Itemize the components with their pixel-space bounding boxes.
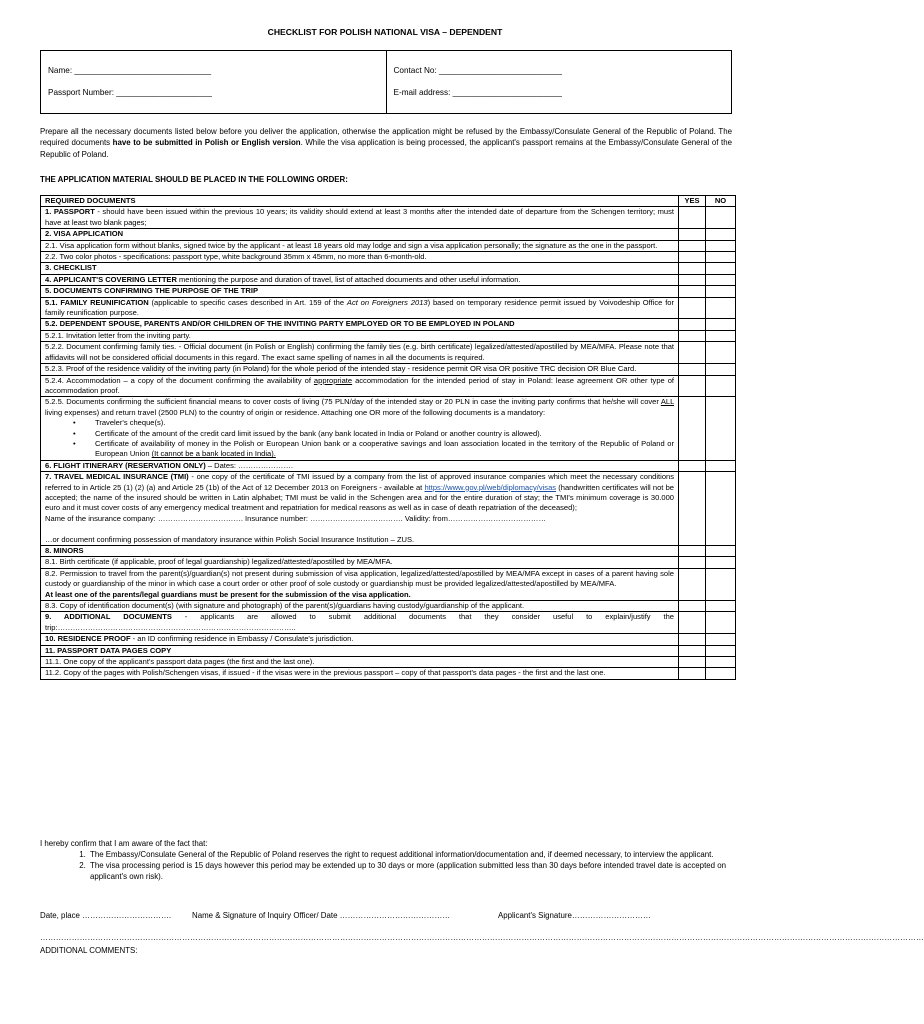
row-purpose-documents: 5. DOCUMENTS CONFIRMING THE PURPOSE OF THE TRIP	[41, 286, 679, 297]
applicant-info-box	[40, 50, 732, 114]
table-header-row	[41, 196, 736, 207]
row-visa-application: 2. VISA APPLICATION	[41, 229, 679, 240]
email-field: E-mail address: ________________________	[393, 88, 562, 97]
confirmation-section	[40, 838, 732, 882]
applicant-signature-field: Applicant's Signature…………………………	[498, 911, 651, 920]
no-cell[interactable]	[706, 612, 736, 634]
list-item-underlined: (It cannot be a bank located in India).	[151, 449, 276, 459]
table-row	[41, 274, 736, 285]
row-family-reunification	[41, 297, 679, 319]
no-cell[interactable]	[706, 668, 736, 679]
no-cell[interactable]	[706, 252, 736, 263]
row-dependent-family: 5.2. DEPENDENT SPOUSE, PARENTS AND/OR CHILDREN OF THE INVITING PARTY EMPLOYED OR TO BE EMPLOYED IN POLAND	[41, 319, 679, 330]
confirmation-intro: I hereby confirm that I am aware of the fact that:	[40, 839, 208, 848]
row-residence-validity: 5.2.3. Proof of the residence validity of the inviting party (in Poland) for the whole period of the intended stay - residence permit OR visa OR positive TRC decision OR Blue Card.	[41, 364, 679, 375]
dotted-line: …………………………………………………………………………………………………………………………………………………………………………………………………………………………………………………………………………………………………………	[40, 933, 924, 942]
row-title: 1. PASSPORT	[45, 207, 95, 217]
no-cell[interactable]	[706, 601, 736, 612]
table-row	[41, 286, 736, 297]
list-item-text: Certificate of availability of money in the Polish or European Union bank or a cooperative savings and loan association located in the territory of the Republic of Poland or European Union	[95, 438, 674, 459]
yes-cell[interactable]	[679, 568, 706, 600]
row-text: 5.2.5. Documents confirming the sufficient financial means to cover costs of living (75 PLN/day of the intended stay or 20 PLN in case the inviting party confirms that he/she will cover	[45, 397, 661, 407]
no-cell[interactable]	[706, 274, 736, 285]
table-row	[41, 645, 736, 656]
yes-cell[interactable]	[679, 274, 706, 285]
intro-text: Prepare all the necessary documents listed below before you deliver the application, otherwise the application might be refused by the Embassy/Consulate General of the Republic of Poland. The required documents	[40, 127, 732, 148]
row-text: - an ID confirming residence in Embassy / Consulate's jurisdiction.	[130, 634, 354, 644]
row-title: 5.1. FAMILY REUNIFICATION	[45, 297, 149, 307]
no-cell[interactable]	[706, 330, 736, 341]
yes-cell[interactable]	[679, 397, 706, 460]
table-row	[41, 364, 736, 375]
table-row	[41, 397, 736, 460]
no-cell[interactable]	[706, 568, 736, 600]
no-cell[interactable]	[706, 364, 736, 375]
table-row	[41, 252, 736, 263]
insurance-fields: Name of the insurance company: ……………………………. Insurance number: ………………………………. Validity: from…………………………………	[45, 513, 546, 523]
yes-cell[interactable]	[679, 460, 706, 471]
row-flight-itinerary	[41, 460, 679, 471]
contact-no-field: Contact No: ___________________________	[393, 66, 562, 75]
col-header-no: NO	[706, 196, 736, 207]
table-row	[41, 330, 736, 341]
no-cell[interactable]	[706, 375, 736, 397]
row-underlined-text: ALL	[660, 397, 674, 407]
table-row	[41, 472, 736, 546]
row-identification: 8.3. Copy of identification document(s) (with signature and photograph) of the parent(s)/guardians having custody/guardianship of the applicant.	[41, 601, 679, 612]
yes-cell[interactable]	[679, 207, 706, 229]
row-text: …or document confirming possession of mandatory insurance within Polish Social Insurance Institution – ZUS.	[45, 534, 415, 544]
yes-cell[interactable]	[679, 472, 706, 546]
list-item: 1. The Embassy/Consulate General of the Republic of Poland reserves the right to request additional information/documentation and, if deemed necessary, to interview the applicant.	[88, 849, 732, 860]
yes-cell[interactable]	[679, 634, 706, 645]
row-text: accommodation for the intended period of stay in Poland: lease agreement OR other type of accommodation proof.	[45, 375, 674, 395]
row-text: mentioning the purpose and duration of travel, list of attached documents and other useful information.	[176, 274, 521, 284]
col-header-yes: YES	[679, 196, 706, 207]
row-photos: 2.2. Two color photos - specifications: passport type, white background 35mm x 45mm, no more than 6-month-old.	[41, 252, 679, 263]
intro-text-end: . While the visa application is being processed, the applicant's passport remains at the Embassy/Consulate General of the Republic of Poland.	[40, 138, 732, 159]
row-checklist: 3. CHECKLIST	[41, 263, 679, 274]
table-row	[41, 557, 736, 568]
row-text: - should have been issued within the previous 10 years; its validity should extend at least 3 months after the intended date of departure from the Schengen territory; must have at least two blank pages;	[45, 207, 674, 227]
row-covering-letter	[41, 274, 679, 285]
yes-cell[interactable]	[679, 364, 706, 375]
date-place-field: Date, place …………………………….	[40, 911, 172, 920]
table-row	[41, 634, 736, 645]
yes-cell[interactable]	[679, 557, 706, 568]
row-passport-pages: 11. PASSPORT DATA PAGES COPY	[41, 645, 679, 656]
row-data-pages-copy: 11.1. One copy of the applicant's passport data pages (the first and the last one).	[41, 657, 679, 668]
row-invitation-letter: 5.2.1. Invitation letter from the inviting party.	[41, 330, 679, 341]
yes-cell[interactable]	[679, 319, 706, 330]
confirmation-list	[40, 849, 732, 882]
additional-comments-label: ADDITIONAL COMMENTS:	[40, 946, 138, 955]
row-residence-proof	[41, 634, 679, 645]
yes-cell[interactable]	[679, 342, 706, 364]
yes-cell[interactable]	[679, 612, 706, 634]
row-additional-documents	[41, 612, 679, 634]
table-row	[41, 240, 736, 251]
table-row	[41, 568, 736, 600]
row-italic-text: Act on Foreigners 2013	[346, 297, 428, 307]
yes-cell[interactable]	[679, 297, 706, 319]
no-cell[interactable]	[706, 645, 736, 656]
table-row	[41, 668, 736, 679]
row-visa-form: 2.1. Visa application form without blanks, signed twice by the applicant - at least 18 years old may lodge and sign a visa application personally; the signature as the one in the passport.	[41, 240, 679, 251]
intro-bold-text: have to be submitted in Polish or English version	[112, 138, 301, 148]
row-title: 10. RESIDENCE PROOF	[45, 634, 131, 644]
yes-cell[interactable]	[679, 668, 706, 679]
list-item: • Certificate of the amount of the credit card limit issued by the bank (any bank located in India or Poland or another country is allowed).	[95, 429, 674, 439]
list-item: 2. The visa processing period is 15 days however this period may be extended up to 30 days or more (application submitted less than 30 days before intended travel date is accepted on applicant's own risk).	[88, 860, 732, 882]
row-text: ) based on temporary residence permit issued by Voivodeship Office for family reunification purpose.	[45, 297, 675, 318]
row-text: 8.2. Permission to travel from the parent(s)/guardian(s) not present during submission of visa application, legalized/attested/apostilled by MEA/MFA except in cases of a parent having sole custody or guardianship of the minor in which case a court order or other proof of sole custody or guardianship must be provided legalized/attested/apostilled by MEA/MFA.	[45, 568, 674, 589]
visas-link[interactable]: https://www.gov.pl/web/diplomacy/visas	[424, 482, 557, 492]
no-cell[interactable]	[706, 546, 736, 557]
info-right-column	[386, 51, 732, 113]
yes-cell[interactable]	[679, 645, 706, 656]
yes-cell[interactable]	[679, 286, 706, 297]
table-row	[41, 229, 736, 240]
table-row	[41, 601, 736, 612]
officer-signature-field: Name & Signature of Inquiry Officer/ Date ……………………………………	[192, 911, 451, 920]
list-item	[95, 439, 674, 460]
no-cell[interactable]	[706, 557, 736, 568]
row-underlined-text: appropriate	[313, 375, 353, 385]
row-title: 9. ADDITIONAL DOCUMENTS	[45, 612, 172, 622]
table-row	[41, 297, 736, 319]
no-cell[interactable]	[706, 297, 736, 319]
no-cell[interactable]	[706, 472, 736, 546]
yes-cell[interactable]	[679, 240, 706, 251]
row-text: 5.2.4. Accommodation – a copy of the document confirming the availability of	[45, 375, 314, 385]
row-text: – Dates: ………………….	[205, 460, 293, 470]
table-row	[41, 375, 736, 397]
table-row	[41, 319, 736, 330]
yes-cell[interactable]	[679, 229, 706, 240]
yes-cell[interactable]	[679, 657, 706, 668]
table-row	[41, 207, 736, 229]
list-item: • Traveler's cheque(s).	[95, 418, 674, 428]
no-cell[interactable]	[706, 229, 736, 240]
row-financial-means	[41, 397, 679, 460]
table-row	[41, 612, 736, 634]
financial-means-list	[45, 418, 674, 460]
row-text: (handwritten certificates will not be accepted; the name of the insured should be written in Latin alphabet; TMI must be valid in the Schengen area and for the entire duration of stay; the TMI's minimum coverage is 30.000 euro and it must cover costs of any emergency medical treatment and repatriation for medical reasons as well as in case of death repatriation of the deceased);	[45, 482, 674, 513]
no-cell[interactable]	[706, 460, 736, 471]
row-visa-pages-copy: 11.2. Copy of the pages with Polish/Schengen visas, if issued - if the visas were in the previous passport – copy of that passport's data pages - the first and the last one.	[41, 668, 679, 679]
yes-cell[interactable]	[679, 375, 706, 397]
table-row	[41, 460, 736, 471]
row-travel-insurance	[41, 472, 679, 546]
no-cell[interactable]	[706, 286, 736, 297]
no-cell[interactable]	[706, 634, 736, 645]
row-title: 6. FLIGHT ITINERARY (RESERVATION ONLY)	[45, 460, 206, 470]
no-cell[interactable]	[706, 657, 736, 668]
no-cell[interactable]	[706, 207, 736, 229]
required-documents-table	[40, 195, 736, 680]
row-title: 7. TRAVEL MEDICAL INSURANCE (TMI)	[45, 472, 189, 482]
row-title: 4. APPLICANT'S COVERING LETTER	[45, 274, 177, 284]
intro-paragraph	[40, 126, 732, 160]
page-title: CHECKLIST FOR POLISH NATIONAL VISA – DEPENDENT	[267, 27, 503, 37]
no-cell[interactable]	[706, 397, 736, 460]
row-text: - one copy of the certificate of TMI issued by a company from the list of approved insurance companies which meet the necessary conditions referred to in Article 25 (1) (2) (a) and Article 25 (1b) of the Act of 12 December 2013 on Foreigners - available at	[45, 472, 674, 492]
no-cell[interactable]	[706, 319, 736, 330]
no-cell[interactable]	[706, 240, 736, 251]
row-bold-text: At least one of the parents/legal guardians must be present for the submission of the visa application.	[45, 589, 411, 599]
row-passport	[41, 207, 679, 229]
row-text: living expenses) and return travel (2500 PLN) to the country of origin or residence. Attaching one OR more of the following documents is a mandatory:	[45, 407, 546, 417]
yes-cell[interactable]	[679, 546, 706, 557]
row-accommodation	[41, 375, 679, 397]
order-heading: THE APPLICATION MATERIAL SHOULD BE PLACED IN THE FOLLOWING ORDER:	[40, 175, 348, 184]
yes-cell[interactable]	[679, 252, 706, 263]
no-cell[interactable]	[706, 263, 736, 274]
table-row	[41, 546, 736, 557]
no-cell[interactable]	[706, 342, 736, 364]
row-birth-certificate: 8.1. Birth certificate (if applicable, proof of legal guardianship) legalized/attested/apostilled by MEA/MFA.	[41, 557, 679, 568]
yes-cell[interactable]	[679, 330, 706, 341]
info-left-column	[41, 51, 386, 113]
col-header-documents: REQUIRED DOCUMENTS	[41, 196, 679, 207]
table-row	[41, 657, 736, 668]
row-travel-permission	[41, 568, 679, 600]
yes-cell[interactable]	[679, 263, 706, 274]
yes-cell[interactable]	[679, 601, 706, 612]
row-minors: 8. MINORS	[41, 546, 679, 557]
passport-number-field: Passport Number: _____________________	[48, 88, 212, 97]
table-row	[41, 342, 736, 364]
row-text: - applicants are allowed to submit additional documents that they consider useful to explain/justify the trip:…………………………………………………………………………………..	[45, 612, 674, 632]
name-field: Name: ______________________________	[48, 66, 211, 75]
row-family-ties: 5.2.2. Document confirming family ties. - Official document (in Polish or English) confirming the family ties (e.g. birth certificate) legalized/attested/apostilled by MEA/MFA. Please note that affidavits will not be considered official documents in this regard. The exact same spelling of names in all the documents is required.	[41, 342, 679, 364]
row-text: (applicable to specific cases described in Art. 159 of the	[148, 297, 347, 307]
table-row	[41, 263, 736, 274]
